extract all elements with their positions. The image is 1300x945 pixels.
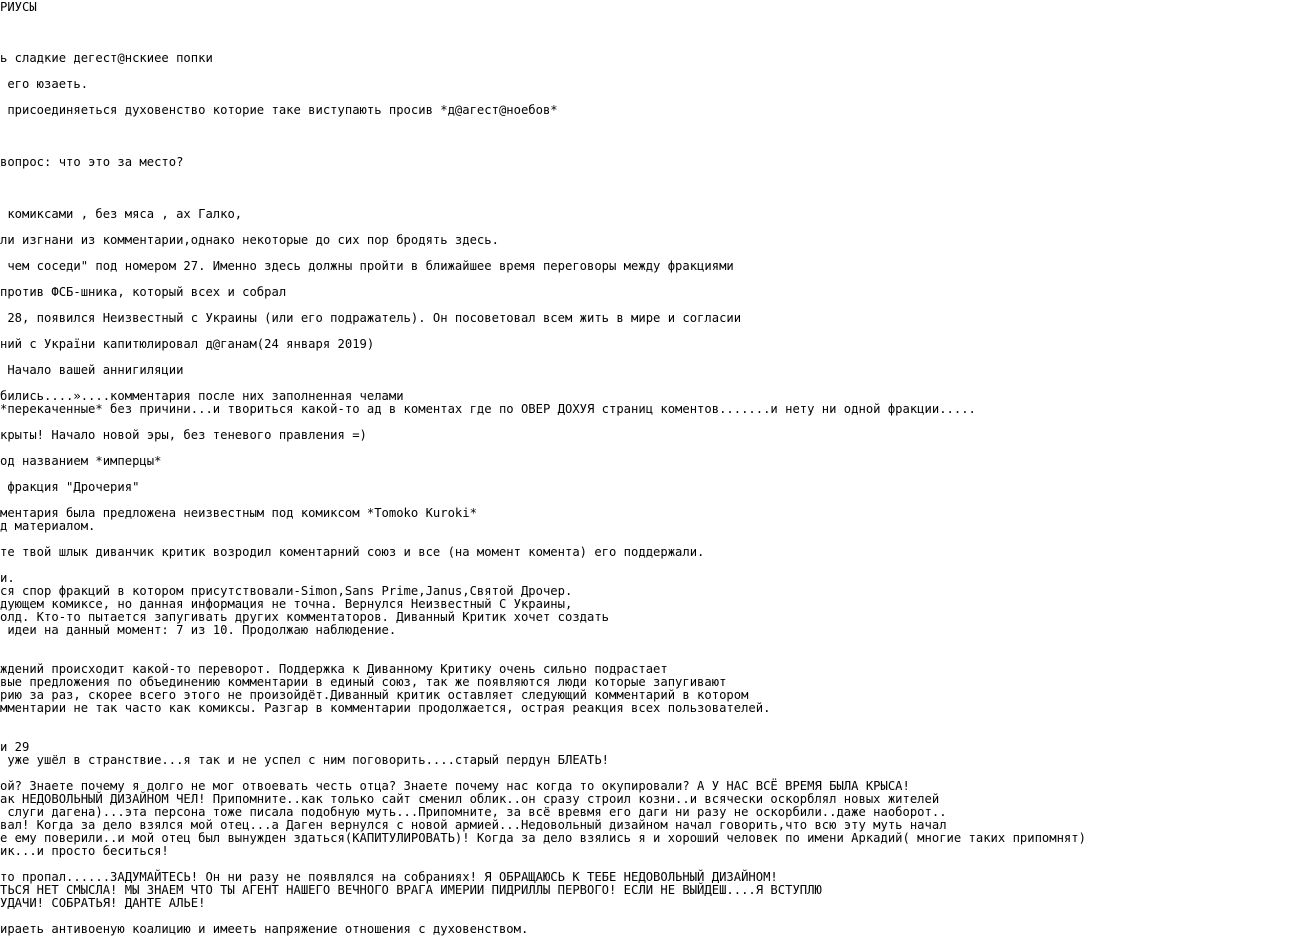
text-line: присоединяеться духовенство которие таке виступають просив *д@агест@ноебов* <box>0 103 558 117</box>
text-line: ираеть антивоеную коалицию и имееть напряжение отношения с духовенством. <box>0 922 529 936</box>
text-line: уже ушёл в странствие...я так и не успел с ним поговорить....старый пердун БЛЕАТЬ! <box>0 753 610 767</box>
text-line: чем соседи" под номером 27. Именно здесь должны пройти в ближайшее время переговоры между фракциями <box>0 259 734 273</box>
text-line: то пропал......ЗАДУМАЙТЕСЬ! Он ни разу не появлялся на собраниях! Я ОБРАЩАЮСЬ К ТЕБЕ НЕДОВОЛЬНЫЙ ДИЗАЙНОМ! <box>0 870 778 884</box>
text-line: од названием *имперцы* <box>0 454 162 468</box>
text-line: вые предложения по объединению комментарии в единый союз, так же появляются люди которые запугивают <box>0 675 727 689</box>
text-line: рию за раз, скорее всего этого не произойдёт.Диванный критик оставляет следующий комментарий в котором <box>0 688 749 702</box>
text-line: против ФСБ-шника, который всех и собрал <box>0 285 287 299</box>
text-line: и. <box>0 571 15 585</box>
text-line: д материалом. <box>0 519 96 533</box>
text-line: слуги дагена)...эта персона тоже писала подобную муть...Припомните, за всё вревмя его даги ни разу не оскорбили..даже наоборот.. <box>0 805 947 819</box>
text-line: ся спор фракций в котором присутствовали-Simon,Sans Prime,Janus,Святой Дрочер. <box>0 584 573 598</box>
text-line: бились....»....комментария после них заполненная челами <box>0 389 404 403</box>
text-line: комиксами , без мяса , ах Галко, <box>0 207 243 221</box>
text-line: 28, появился Неизвестный с Украины (или его подражатель). Он посоветовал всем жить в мире и согласии <box>0 311 742 325</box>
text-line: *перекаченные* без причини...и твориться какой-то ад в коментах где по ОВЕР ДОХУЯ страниц коментов.......и нету ни одной фракции..... <box>0 402 976 416</box>
text-line: ний с Украïни капитюлировал д@ганам(24 января 2019) <box>0 337 375 351</box>
text-line: олд. Кто-то пытается запугивать других комментаторов. Диванный Критик хочет создать <box>0 610 610 624</box>
text-line: дующем комиксе, но данная информация не точна. Вернулся Неизвестный С Украины, <box>0 597 573 611</box>
text-line: ь сладкие дегест@нскиее попки <box>0 51 213 65</box>
text-line: крыты! Начало новой эры, без теневого правления =) <box>0 428 367 442</box>
text-line: РИУСЫ <box>0 0 37 14</box>
text-line: ик...и просто беситься! <box>0 844 169 858</box>
text-line: Начало вашей аннигиляции <box>0 363 184 377</box>
text-line: его юзаеть. <box>0 77 89 91</box>
text-line: и 29 <box>0 740 30 754</box>
text-line: ждений происходит какой-то переворот. Поддержка к Диванному Критику очень сильно подрастает <box>0 662 668 676</box>
text-line: фракция "Дрочерия" <box>0 480 140 494</box>
text-line: УДАЧИ! СОБРАТЬЯ! ДАНТЕ АЛЬЕ! <box>0 896 206 910</box>
text-line: е ему поверили..и мой отец был вынужден здаться(КАПИТУЛИРОВАТЬ)! Когда за дело взялись я и хороший человек по имени Аркадий( многие таких припомнят) <box>0 831 1086 845</box>
text-line: ТЬСЯ НЕТ СМЫСЛА! МЫ ЗНАЕМ ЧТО ТЫ АГЕНТ НАШЕГО ВЕЧНОГО ВРАГА ИМЕРИИ ПИДРИЛЛЫ ПЕРВОГО! ЕСЛИ НЕ ВЫЙДЕШ....Я ВСТУПЛЮ <box>0 883 822 897</box>
text-line: вал! Когда за дело взялся мой отец...а Даген вернулся с новой армией...Недовольный дизайном начал говорить,что всю эту муть начал <box>0 818 947 832</box>
text-line: идеи на данный момент: 7 из 10. Продолжаю наблюдение. <box>0 623 397 637</box>
text-line: вопрос: что это за место? <box>0 155 184 169</box>
text-line: те твой шлык диванчик критик возродил коментарний союз и все (на момент комента) его поддержали. <box>0 545 705 559</box>
text-line: ментария была предложена неизвестным под комиксом *Tomoko Kuroki* <box>0 506 477 520</box>
text-line: ой? Знаете почему я долго не мог отвоевать честь отца? Знаете почему нас когда то окупировали? А У НАС ВСЁ ВРЕМЯ БЫЛА КРЫСА! <box>0 779 910 793</box>
text-line: мментарии не так часто как комиксы. Разгар в комментарии продолжается, острая реакция всех пользователей. <box>0 701 771 715</box>
text-line: ак НЕДОВОЛЬНЫЙ ДИЗАЙНОМ ЧЕЛ! Припомните..как только сайт сменил облик..он сразу строил козни..и всячески оскорблял новых жителей <box>0 792 940 806</box>
text-line: ли изгнани из комментарии,однако некоторые до сих пор бродять здесь. <box>0 233 499 247</box>
